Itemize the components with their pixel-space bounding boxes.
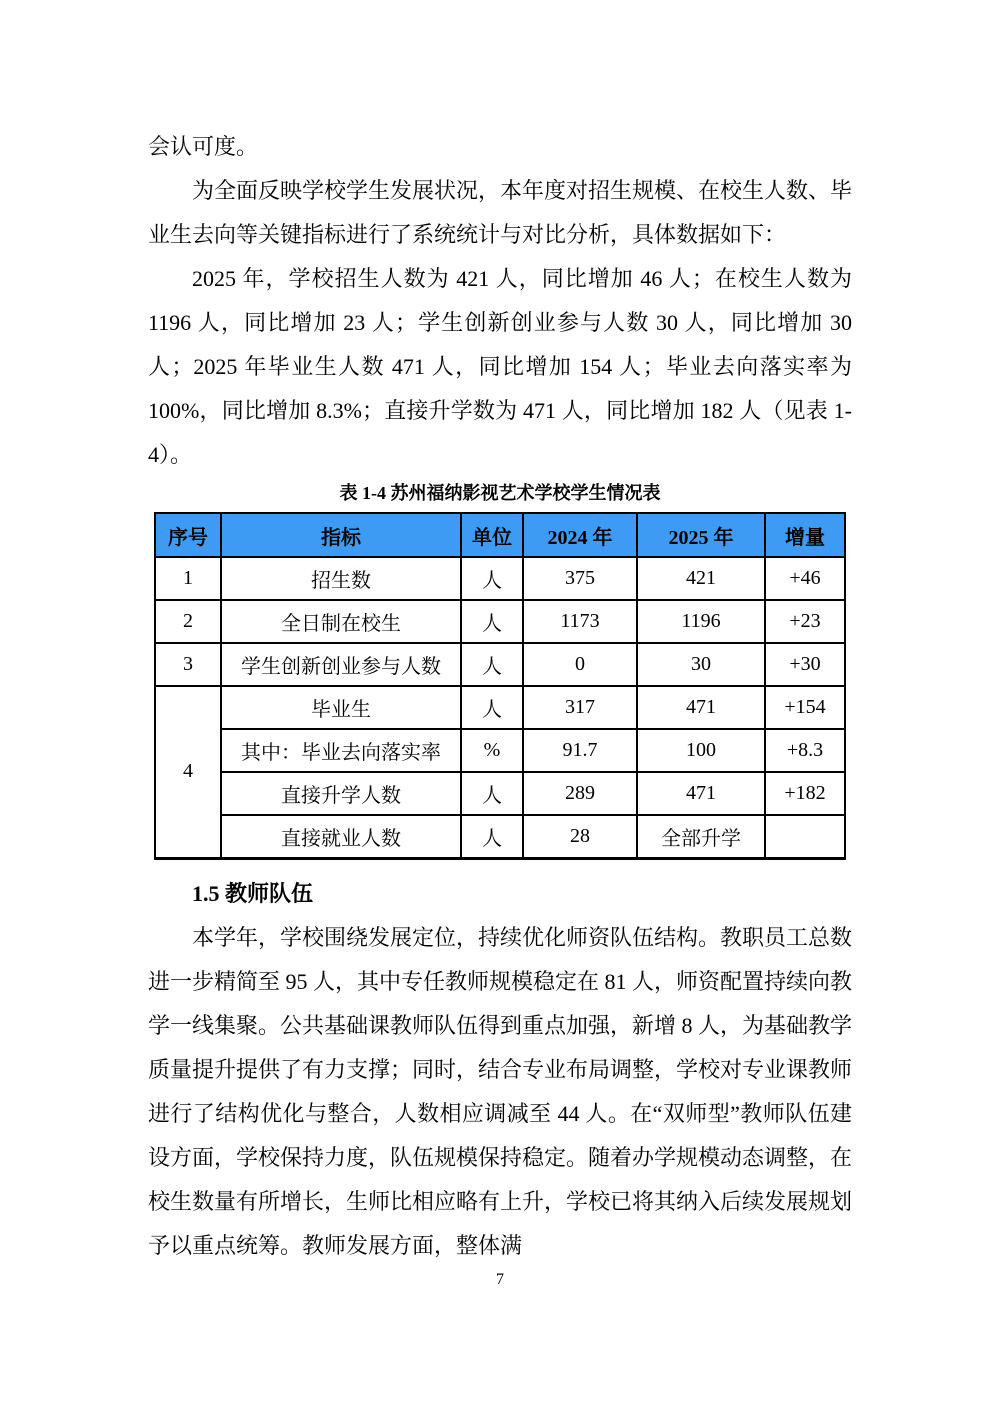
cell-2024: 375 [523,557,637,600]
cell-delta: +23 [765,600,845,643]
cell-2025: 100 [637,729,765,772]
cell-delta: +182 [765,772,845,815]
student-data-table [154,512,846,860]
cell-delta [765,815,845,858]
table-header-row [155,513,845,557]
header-cell-2024: 2024 年 [523,513,637,557]
table-caption: 表 1-4 苏州福纳影视艺术学校学生情况表 [339,483,661,503]
cell-2025: 30 [637,643,765,686]
cell-indicator: 招生数 [221,557,461,600]
cell-2024: 1173 [523,600,637,643]
cell-indicator: 毕业生 [221,686,461,729]
cell-2025: 471 [637,772,765,815]
cell-unit: 人 [461,600,523,643]
page-number: 7 [496,1271,504,1288]
cell-2024: 91.7 [523,729,637,772]
header-cell-2025: 2025 年 [637,513,765,557]
header-cell-no: 序号 [155,513,221,557]
cell-indicator: 学生创新创业参与人数 [221,643,461,686]
cell-2024: 317 [523,686,637,729]
cell-2024: 0 [523,643,637,686]
cell-no: 1 [155,557,221,600]
cell-no: 2 [155,600,221,643]
cell-indicator: 直接升学人数 [221,772,461,815]
cell-indicator: 直接就业人数 [221,815,461,858]
cell-delta: +46 [765,557,845,600]
cell-2024: 28 [523,815,637,858]
table-row [155,557,845,600]
paragraph-intro: 为全面反映学校学生发展状况，本年度对招生规模、在校生人数、毕业生去向等关键指标进行了系统统计与对比分析，具体数据如下： [148,178,853,247]
header-cell-unit: 单位 [461,513,523,557]
cell-delta: +30 [765,643,845,686]
table-row [155,729,845,772]
paragraph-teachers: 本学年，学校围绕发展定位，持续优化师资队伍结构。教职员工总数进一步精简至 95 人，其中专任教师规模稳定在 81 人，师资配置持续向教学一线集聚。公共基础课教师队伍得到重点加强，新增 8 人，为基础教学质量提升提供了有力支撑；同时，结合专业布局调整，学校对专业课教师进行了结构优化与整合，人数相应调减至 44 人。在“双师型”教师队伍建设方面，学校保持力度，队伍规模保持稳定。随着办学规模动态调整，在校生数量有所增长，生师比相应略有上升，学校已将其纳入后续发展规划予以重点统筹。教师发展方面，整体满 [148,924,853,1258]
cell-2025: 全部升学 [637,815,765,858]
cell-unit: % [461,729,523,772]
cell-no: 3 [155,643,221,686]
header-cell-delta: 增量 [765,513,845,557]
paragraph-statistics: 2025 年，学校招生人数为 421 人，同比增加 46 人；在校生人数为 1196 人，同比增加 23 人；学生创新创业参与人数 30 人，同比增加 30 人；2025 年毕业生人数 471 人，同比增加 154 人；毕业去向落实率为 100%，同比增加 8.3%；直接升学数为 471 人，同比增加 182 人（见表 1-4）。 [148,266,852,467]
cell-delta: +154 [765,686,845,729]
cell-no-merged: 4 [155,686,221,858]
header-cell-indicator: 指标 [221,513,461,557]
cell-2025: 421 [637,557,765,600]
cell-indicator: 全日制在校生 [221,600,461,643]
cell-2025: 471 [637,686,765,729]
cell-unit: 人 [461,686,523,729]
paragraph-tail: 会认可度。 [148,134,259,159]
table-row [155,815,845,858]
table-row [155,643,845,686]
cell-indicator: 其中：毕业去向落实率 [221,729,461,772]
cell-delta: +8.3 [765,729,845,772]
section-heading-1-5: 1.5 教师队伍 [192,880,314,906]
table-row [155,600,845,643]
cell-2024: 289 [523,772,637,815]
cell-unit: 人 [461,815,523,858]
cell-unit: 人 [461,557,523,600]
table-row [155,686,845,729]
cell-2025: 1196 [637,600,765,643]
cell-unit: 人 [461,643,523,686]
table-row [155,772,845,815]
cell-unit: 人 [461,772,523,815]
